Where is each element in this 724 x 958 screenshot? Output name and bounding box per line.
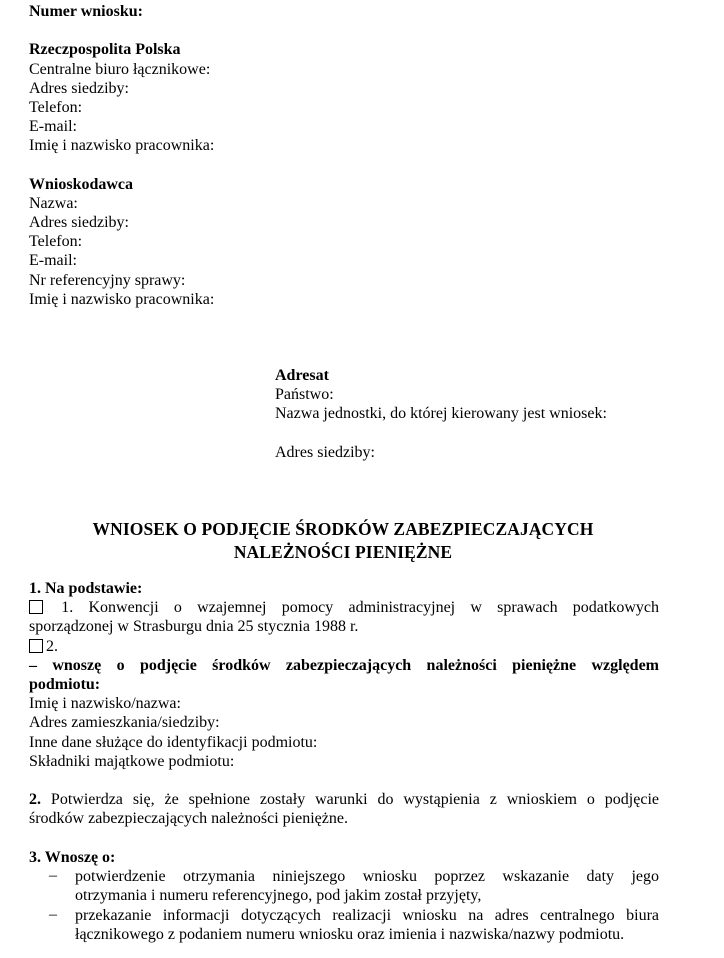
applicant-employee-label: Imię i nazwisko pracownika: (29, 290, 215, 308)
document-title-line1: WNIOSEK O PODJĘCIE ŚRODKÓW ZABEZPIECZAJĄCYCH (92, 519, 594, 539)
addressee-heading: Adresat (275, 367, 329, 384)
section-1 (29, 579, 659, 771)
applicant-phone-label: Telefon: (29, 233, 83, 251)
section-3-item-2-line2: łącznikowego z podaniem numeru wniosku oraz imienia i nazwiska/nazwy podmiotu. (75, 925, 625, 943)
section-1-heading: 1. Na podstawie: (29, 580, 143, 597)
option-1-checkbox[interactable] (29, 600, 43, 614)
sender-email-label: E-mail: (29, 118, 77, 136)
option-1-text: 1. Konwencji o wzajemnej pomocy administracyjnej w sprawach podatkowych (61, 599, 660, 617)
section-3-item (29, 906, 659, 944)
option-2-checkbox[interactable] (29, 639, 43, 653)
section-1-option-2 (29, 637, 659, 656)
section-2-text-line1: Potwierdza się, że spełnione zostały warunki do wystąpienia z wnioskiem o podjęcie (50, 791, 659, 808)
subject-identification-label: Inne dane służące do identyfikacji podmiotu: (29, 733, 318, 751)
section-3 (29, 848, 659, 944)
addressee-country-label: Państwo: (275, 386, 334, 404)
request-statement: – wnoszę o podjęcie środków zabezpieczających należności pieniężne względem (29, 656, 659, 674)
section-2 (29, 790, 659, 828)
subject-name-label: Imię i nazwisko/nazwa: (29, 695, 181, 713)
sender-address-label: Adres siedziby: (29, 79, 129, 97)
addressee-unit-label: Nazwa jednostki, do której kierowany jest wniosek: (275, 405, 607, 423)
applicant-heading: Wnioskodawca (29, 175, 134, 193)
section-2-text (29, 790, 659, 809)
sender-employee-label: Imię i nazwisko pracownika: (29, 137, 215, 155)
section-3-item-2-line1: przekazanie informacji dotyczących realizacji wniosku na adres centralnego biura (75, 906, 659, 924)
section-2-text-line2: środków zabezpieczających należności pieniężne. (29, 810, 348, 828)
request-statement-continued: podmiotu: (29, 675, 101, 693)
section-3-item (29, 867, 659, 905)
dash-bullet: – (49, 905, 57, 923)
subject-assets-label: Składniki majątkowe podmiotu: (29, 752, 235, 770)
applicant-name-label: Nazwa: (29, 194, 78, 212)
section-1-option-1 (29, 598, 659, 617)
option-1-text-continued: sporządzonej w Strasburgu dnia 25 stycznia 1988 r. (29, 618, 359, 636)
section-3-item-1-line1: potwierdzenie otrzymania niniejszego wniosku poprzez wskazanie daty jego (75, 868, 659, 886)
option-2-text: 2. (46, 637, 58, 655)
addressee-address-label: Adres siedziby: (275, 443, 375, 461)
applicant-reference-label: Nr referencyjny sprawy: (29, 271, 186, 289)
sender-phone-label: Telefon: (29, 98, 83, 116)
section-2-number: 2. (29, 791, 41, 808)
section-3-item-1-line2: otrzymania i numeru referencyjnego, pod jakim został przyjęty, (75, 887, 482, 905)
subject-address-label: Adres zamieszkania/siedziby: (29, 714, 220, 732)
addressee-block (275, 366, 695, 462)
document-title-line2: NALEŻNOŚCI PIENIĘŻNE (233, 542, 453, 562)
section-3-heading: 3. Wnoszę o: (29, 849, 116, 866)
dash-bullet: – (49, 867, 57, 885)
application-number-label: Numer wniosku: (29, 3, 143, 20)
sender-heading: Rzeczpospolita Polska (29, 41, 181, 59)
applicant-email-label: E-mail: (29, 252, 77, 270)
document-title (0, 518, 686, 564)
sender-liaison-office-label: Centralne biuro łącznikowe: (29, 60, 211, 78)
sender-block (29, 2, 429, 309)
applicant-address-label: Adres siedziby: (29, 214, 129, 232)
